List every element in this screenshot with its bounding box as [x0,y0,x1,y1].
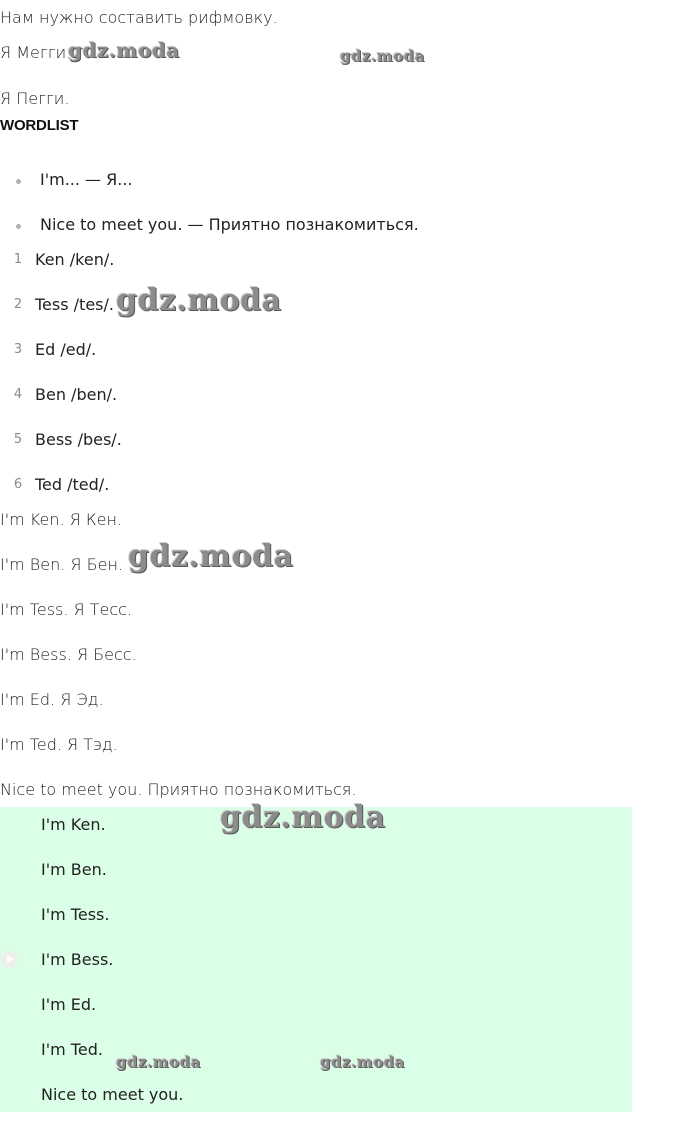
intro-text: Я Мегги. [0,43,72,62]
translation-line: I'm Ed. Я Эд. [0,690,104,709]
list-item: Bess /bes/. [35,430,122,449]
translation-line: I'm Tess. Я Тесс. [0,600,133,619]
watermark: gdz.moda [220,800,386,835]
rhyme-line: I'm Ted. [41,1040,103,1059]
translation-line: I'm Ted. Я Тэд. [0,735,118,754]
translation-line: I'm Bess. Я Бесс. [0,645,137,664]
watermark: gdz.moda [116,283,282,318]
watermark: gdz.moda [128,539,294,574]
play-icon[interactable] [1,951,18,968]
list-item: Ken /ken/. [35,250,115,269]
rhyme-line: I'm Ed. [41,995,97,1014]
list-item: Ed /ed/. [35,340,97,359]
wordlist-heading: WORDLIST [0,117,79,134]
rhyme-line: I'm Bess. [41,950,114,969]
list-item: Ben /ben/. [35,385,118,404]
intro-text: Нам нужно составить рифмовку. [0,8,278,27]
list-number: 2 [13,297,23,312]
translation-line: Nice to meet you. Приятно познакомиться. [0,780,357,799]
wordlist-bullet: I'm... — Я... [40,170,133,189]
watermark: gdz.moda [68,38,180,62]
list-number: 4 [13,387,23,402]
wordlist-bullet: Nice to meet you. — Приятно познакомиться. [40,215,419,234]
list-number: 5 [13,432,23,447]
list-number: 6 [13,477,23,492]
rhyme-line: I'm Tess. [41,905,110,924]
rhyme-line: I'm Ken. [41,815,106,834]
translation-line: I'm Ben. Я Бен. [0,555,123,574]
intro-text: Я Пегги. [0,89,70,108]
bullet-dot [16,179,21,184]
watermark: gdz.moda [320,1053,405,1071]
list-number: 3 [13,342,23,357]
list-number: 1 [13,252,23,267]
list-item: Ted /ted/. [35,475,110,494]
list-item: Tess /tes/. [35,295,114,314]
bullet-dot [16,224,21,229]
watermark: gdz.moda [116,1053,201,1071]
rhyme-line: Nice to meet you. [41,1085,184,1104]
translation-line: I'm Ken. Я Кен. [0,510,123,529]
rhyme-line: I'm Ben. [41,860,107,879]
watermark: gdz.moda [340,47,425,65]
